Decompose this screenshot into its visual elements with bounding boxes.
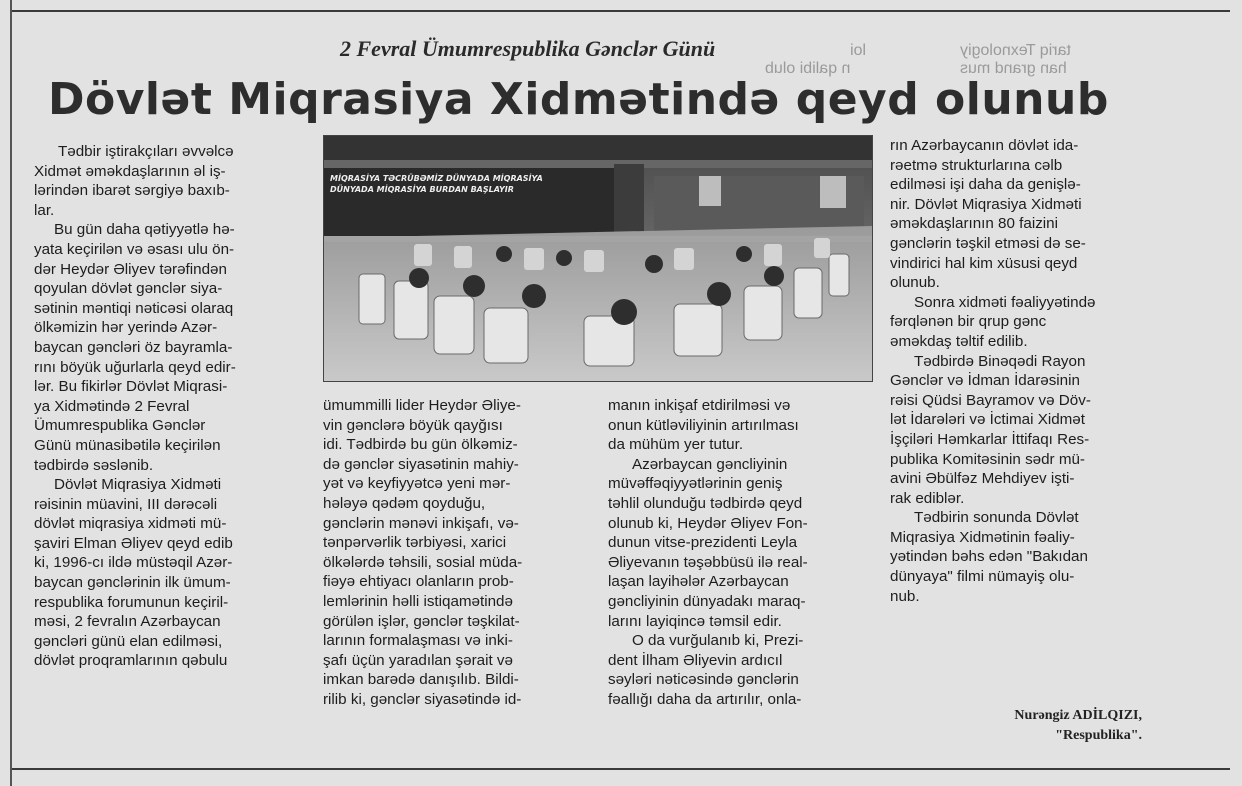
top-rule xyxy=(12,10,1230,12)
photo-banner-line: DÜNYADA MİQRASİYA BURDAN BAŞLAYIR xyxy=(330,185,514,194)
column-4 xyxy=(890,136,1152,606)
text-line: ki, 1996-cı ildə müstəqil Azər- xyxy=(34,554,233,572)
text-line: dünyaya" filmi nümayiş olu- xyxy=(890,568,1075,586)
text-line: rəisinin müavini, III dərəcəli xyxy=(34,495,218,513)
text-line: gənclərin təşkil etməsi də se- xyxy=(890,234,1086,252)
text-line: ümummilli lider Heydər Əliye- xyxy=(323,397,521,414)
text-line: da mühüm yer tutur. xyxy=(608,436,744,454)
text-line: publika Komitəsinin sədr mü- xyxy=(890,450,1085,468)
text-line: lar. xyxy=(34,201,55,219)
text-line: manın inkişaf etdirilməsi və xyxy=(608,397,791,414)
column-3 xyxy=(608,396,870,710)
byline xyxy=(1014,706,1142,746)
text-line: yət və keyfiyyətcə yeni mər- xyxy=(323,475,511,493)
text-line: dər Heydər Əliyev tərəfindən xyxy=(34,260,227,278)
conference-hall-illustration xyxy=(324,136,872,381)
column-2 xyxy=(323,396,585,710)
text-line: lərindən ibarət sərgiyə baxıb- xyxy=(34,182,230,200)
text-line: edilməsi işi daha da genişlə- xyxy=(890,176,1081,194)
text-line: gəncləri günü elan edilməsi, xyxy=(34,632,223,650)
text-line: Miqrasiya Xidmətinin fəaliy- xyxy=(890,528,1075,546)
text-line: Dövlət Miqrasiya Xidməti xyxy=(54,476,222,494)
text-line: onun kütləviliyinin artırılması xyxy=(608,416,799,434)
kicker: 2 Fevral Ümumrespublika Gənclər Günü xyxy=(340,36,716,61)
text-line: Tədbirdə Binəqədi Rayon xyxy=(914,352,1086,370)
text-line: lət İdarələri və İctimai Xidmət xyxy=(890,411,1085,429)
text-line: ölkəmizin hər yerində Azər- xyxy=(34,319,218,337)
text-line: gənclərin mənəvi inkişafı, və- xyxy=(323,514,519,532)
text-line: rak ediblər. xyxy=(890,489,965,507)
text-line: görülən işlər, gənclər təşkilat- xyxy=(323,612,520,630)
text-line: müvəffəqiyyətlərinin geniş xyxy=(608,475,783,493)
text-line: şaviri Elman Əliyev qeyd edib xyxy=(34,534,233,552)
text-line: nir. Dövlət Miqrasiya Xidməti xyxy=(890,195,1082,213)
text-line: yata keçirilən və əsası ulu ön- xyxy=(34,240,235,258)
text-line: yətindən bəhs edən "Bakıdan xyxy=(890,548,1088,566)
text-line: dövlət miqrasiya xidməti mü- xyxy=(34,515,227,533)
text-line: Günü münasibətilə keçirilən xyxy=(34,436,221,454)
text-line: rəisi Qüdsi Bayramov və Döv- xyxy=(890,391,1091,409)
byline-paper: "Respublika". xyxy=(1055,728,1142,743)
text-line: Ümumrespublika Gənclər xyxy=(34,417,206,435)
photo-banner-line: MİQRASİYA TƏCRÜBƏMİZ DÜNYADA MİQRASİYA xyxy=(330,174,543,183)
text-line: vindirici hal kim xüsusi qeyd xyxy=(890,254,1078,272)
text-line: ölkələrdə təhsili, sosial müda- xyxy=(323,553,523,571)
text-line: məsi, 2 fevralın Azərbaycan xyxy=(34,613,221,631)
text-line: rilib ki, gənclər siyasətində id- xyxy=(323,690,522,708)
text-line: şafı üçün yaradılan şərait və xyxy=(323,651,513,669)
text-line: lemlərinin həlli istiqamətində xyxy=(323,592,513,610)
text-line: gəncliyinin dünyadakı maraq- xyxy=(608,592,806,610)
text-line: sətinin məntiqi nəticəsi olaraq xyxy=(34,299,234,317)
text-line: imkan barədə danışılıb. Bildi- xyxy=(323,671,519,689)
text-line: laşan layihələr Azərbaycan xyxy=(608,573,789,591)
text-line: vin gənclərə böyük qayğısı xyxy=(323,416,503,434)
column-1 xyxy=(34,142,300,671)
ghost-text: n qalibi olub xyxy=(765,60,851,77)
ghost-text: loi xyxy=(850,42,867,59)
text-line: rəetmə strukturlarına cəlb xyxy=(890,156,1063,174)
ghost-text: tariq Texnologiy xyxy=(960,42,1071,59)
text-line: Əliyevanın təşəbbüsü ilə real- xyxy=(608,553,808,571)
text-line: təhlil olunduğu tədbirdə qeyd xyxy=(608,494,803,512)
text-line: Tədbirin sonunda Dövlət xyxy=(914,509,1079,527)
text-line: Gənclər və İdman İdarəsinin xyxy=(890,372,1080,390)
text-line: fiəyə ehtiyacı olanların prob- xyxy=(323,573,514,591)
text-line: əməkdaşlarının 80 faizini xyxy=(890,215,1058,233)
text-line: fərqlənən bir qrup gənc xyxy=(890,313,1047,331)
text-line: rın Azərbaycanın dövlət ida- xyxy=(890,137,1079,154)
text-line: tədbirdə səslənib. xyxy=(34,456,154,474)
ghost-text: han grand mus xyxy=(960,60,1067,77)
byline-author: Nurəngiz ADİLQIZI, xyxy=(1014,708,1142,723)
text-line: də gənclər siyasətinin mahiy- xyxy=(323,455,519,473)
text-line: larının formalaşması və inki- xyxy=(323,632,513,650)
text-line: baycan gəncləri öz bayramla- xyxy=(34,338,233,356)
text-line: tənpərvərlik tərbiyəsi, xarici xyxy=(323,534,507,552)
text-line: hələyə qədəm qoyduğu, xyxy=(323,494,486,512)
text-line: dent İlham Əliyevin ardıcıl xyxy=(608,651,783,669)
article-photo xyxy=(323,135,873,382)
text-line: ya Xidmətində 2 Fevral xyxy=(34,397,190,415)
text-line: rını böyük uğurlarla qeyd edir- xyxy=(34,358,236,376)
text-line: Xidmət əməkdaşlarının əl iş- xyxy=(34,162,226,180)
text-line: baycan gənclərinin ilk ümum- xyxy=(34,574,231,592)
text-line: dunun vitse-prezidenti Leyla xyxy=(608,534,798,552)
text-line: larını layiqincə təmsil edir. xyxy=(608,612,782,630)
text-line: olunub ki, Heydər Əliyev Fon- xyxy=(608,514,808,532)
text-line: lər. Bu fikirlər Dövlət Miqrasi- xyxy=(34,378,228,396)
text-line: O da vurğulanıb ki, Prezi- xyxy=(632,632,804,650)
text-line: dövlət proqramlarının qəbulu xyxy=(34,652,228,670)
text-line: idi. Tədbirdə bu gün ölkəmiz- xyxy=(323,436,518,454)
text-line: respublika forumunun keçiril- xyxy=(34,593,229,611)
bottom-rule xyxy=(12,768,1230,770)
text-line: nub. xyxy=(890,587,920,605)
text-line: Bu gün daha qətiyyətlə hə- xyxy=(54,221,235,239)
text-line: səyləri nəticəsində gənclərin xyxy=(608,671,799,689)
text-line: Sonra xidməti fəaliyyətində xyxy=(914,293,1096,311)
text-line: qoyulan dövlət gənclər siya- xyxy=(34,280,223,298)
text-line: İşçiləri Həmkarlar İttifaqı Res- xyxy=(890,430,1090,448)
text-line: Azərbaycan gəncliyinin xyxy=(632,455,788,473)
text-line: avini Əbülfəz Mehdiyev işti- xyxy=(890,470,1075,488)
headline: Dövlət Miqrasiya Xidmətində qeyd olunub xyxy=(48,74,1109,125)
text-line: Tədbir iştirakçıları əvvəlcə xyxy=(58,143,234,160)
text-line: əməkdaş təltif edilib. xyxy=(890,332,1028,350)
text-line: fəallığı daha da artırılır, onla- xyxy=(608,690,802,708)
left-margin-line xyxy=(10,0,12,786)
text-line: olunub. xyxy=(890,274,940,292)
